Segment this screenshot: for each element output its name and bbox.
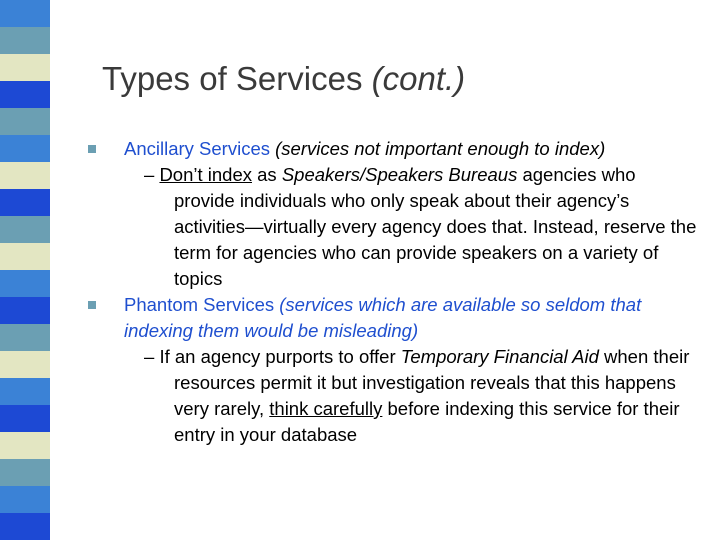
list-item-phantom — [88, 292, 698, 448]
square-bullet-icon — [88, 301, 96, 309]
slide-content — [88, 136, 698, 448]
italic-text: Temporary Financial Aid — [400, 346, 599, 367]
title-italic: (cont.) — [371, 60, 466, 97]
list-item-ancillary — [88, 136, 698, 292]
text: when their resources permit it but investigation reveals that this happens very rarely, — [174, 346, 690, 419]
dash: – — [144, 346, 160, 367]
square-bullet-icon — [88, 145, 96, 153]
item-heading: Phantom Services — [124, 294, 275, 315]
item-heading: Ancillary Services — [124, 138, 270, 159]
text: agencies who provide individuals who only speak about their agency’s activities—virtually every agency does that. Instead, reserve the term for agencies who can provide speakers on a variety of topics — [174, 164, 697, 289]
item-description: (services not important enough to index) — [275, 138, 606, 159]
decorative-stripe — [0, 0, 50, 540]
underlined-text: Don’t index — [159, 164, 252, 185]
text: If an agency purports to offer — [159, 346, 401, 367]
text: as — [252, 164, 282, 185]
slide-title — [102, 60, 465, 98]
sub-item — [144, 344, 698, 448]
text: before indexing this service for their entry in your database — [174, 398, 680, 445]
italic-text: Speakers/Speakers Bureaus — [281, 164, 518, 185]
item-description: (services which are available so seldom that indexing them would be misleading) — [124, 294, 642, 341]
dash: – — [144, 164, 160, 185]
title-main: Types of Services — [102, 60, 363, 97]
underlined-text: think carefully — [269, 398, 383, 419]
sub-item — [144, 162, 698, 292]
